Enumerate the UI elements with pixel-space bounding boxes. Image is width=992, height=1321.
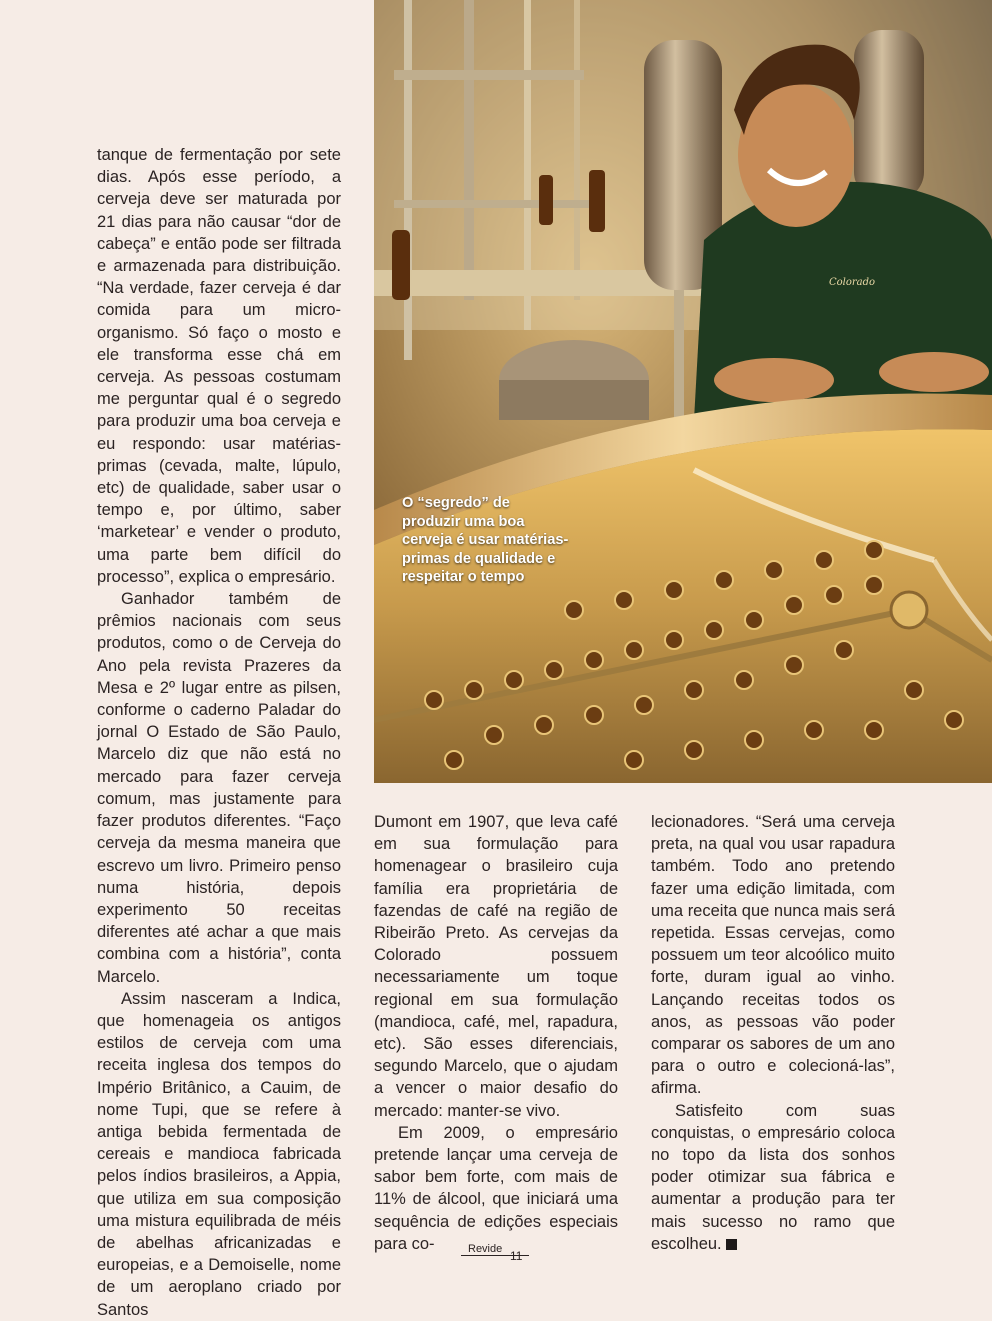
article-column-1 bbox=[97, 144, 341, 1321]
closing-text: Satisfeito com suas conquistas, o empresário coloca no topo da lista dos sonhos poder otimizar sua fábrica e aumentar a produção para ter mais sucesso no ramo que escolheu. bbox=[651, 1101, 895, 1253]
brewery-photo bbox=[374, 0, 992, 783]
article-column-2 bbox=[374, 811, 618, 1255]
paragraph bbox=[651, 1100, 895, 1255]
paragraph: tanque de fermentação por sete dias. Após esse período, a cerveja deve ser maturada por 21 dias para não causar “dor de cabeça” e então pode ser filtrada e armazenada para distribuição. “Na verdade, fazer cerveja é dar comida para um micro-organismo. Só faço o mosto e ele transforma esse chá em cerveja. As pessoas costumam me perguntar qual é o segredo para produzir uma boa cerveja e eu respondo: usar matérias-primas (cevada, malte, lúpulo, etc) de qualidade, saber usar o tempo e, por último, saber ‘marketear’ e vender o produto, uma parte bem difícil do processo”, explica o empresário. bbox=[97, 146, 341, 586]
end-of-article-mark bbox=[726, 1239, 737, 1250]
paragraph: Ganhador também de prêmios nacionais com seus produtos, como o de Cerveja do Ano pela revista Prazeres da Mesa e 2º lugar entre as pilsen, conforme o caderno Paladar do jornal O Estado de São Paulo, Marcelo diz que não está no mercado para fazer cerveja comum, mas justamente para fazer produtos diferentes. “Faço cerveja da mesma maneira que escrevo um livro. Primeiro penso numa história, depois experimento 50 receitas diferentes até achar a que mais combina com a história”, conta Marcelo. bbox=[97, 590, 341, 986]
article-column-3 bbox=[651, 811, 895, 1255]
paragraph: Dumont em 1907, que leva café em sua formulação para homenagear o brasileiro cuja família era proprietária de fazendas de café na região de Ribeirão Preto. As cervejas da Colorado possuem necessariamente um toque regional em sua formulação (mandioca, café, mel, rapadura, etc). São esses diferenciais, segundo Marcelo, que o ajudam a vencer o maior desafio do mercado: manter-se vivo. bbox=[374, 813, 618, 1120]
shirt-logo: Colorado bbox=[829, 277, 876, 288]
paragraph: lecionadores. “Será uma cerveja preta, na qual vou usar rapadura também. Todo ano pretendo fazer uma edição limitada, com uma receita que nunca mais será repetida. Essas cervejas, como possuem um teor alcoólico muito forte, duram igual ao vinho. Lançando receitas todos os anos, as pessoas vão poder comparar os sabores de um ano para o outro e colecioná-las”, afirma. bbox=[651, 813, 895, 1098]
magazine-name: Revide bbox=[468, 1243, 503, 1255]
page-number: 11 bbox=[510, 1249, 523, 1263]
page-folio bbox=[461, 1243, 531, 1263]
paragraph: Assim nasceram a Indica, que homenageia os antigos estilos de cerveja com uma receita inglesa dos tempos do Império Britânico, a Cauim, de nome Tupi, que se refere à antiga bebida fermentada de cereais e mandioca fabricada pelos índios brasileiros, a Appia, que utiliza em sua composição uma mistura equilibrada de méis de abelhas africanizadas e europeias, e a Demoiselle, nome de um aeroplano criado por Santos bbox=[97, 989, 341, 1319]
paragraph: Em 2009, o empresário pretende lançar uma cerveja de sabor bem forte, com mais de 11% de álcool, que iniciará uma sequência de edições especiais para co- bbox=[374, 1123, 618, 1253]
photo-caption: O “segredo” de produzir uma boa cerveja é usar matérias-primas de qualidade e respeitar o tempo bbox=[402, 495, 569, 586]
brewery-photo-illustration bbox=[374, 0, 992, 783]
